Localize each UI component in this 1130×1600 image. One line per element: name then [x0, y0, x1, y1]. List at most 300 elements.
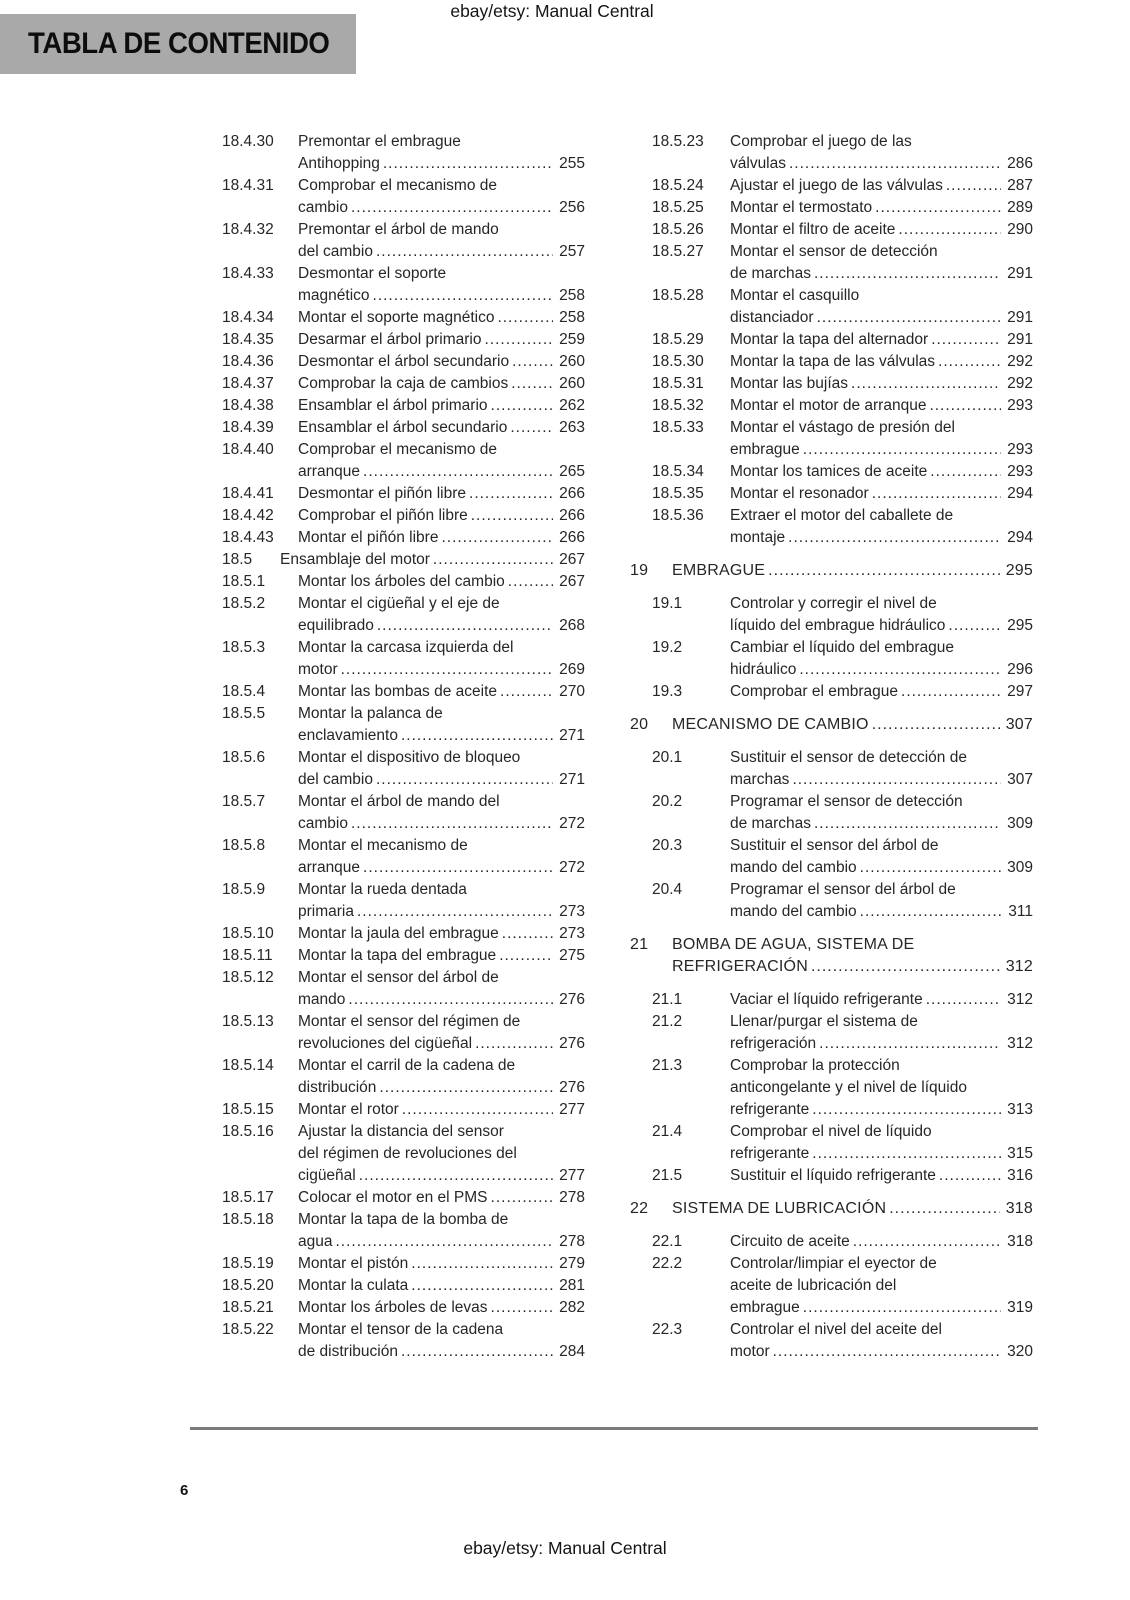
- dot-leader: [475, 1033, 553, 1055]
- entry-title: refrigerante: [730, 1101, 810, 1118]
- toc-entry: [222, 747, 585, 791]
- entry-title: cigüeñal: [298, 1167, 356, 1184]
- entry-title-line: [730, 395, 1033, 417]
- entry-title-line: [298, 1187, 585, 1209]
- entry-title-line: Montar la palanca de: [298, 705, 443, 722]
- dot-leader: [359, 1165, 553, 1187]
- dot-leader: [930, 461, 1001, 483]
- entry-number: 18.5.30: [652, 353, 704, 370]
- entry-page: 277: [559, 1101, 585, 1118]
- entry-number: 18.5.35: [652, 485, 704, 502]
- entry-title: Montar el piñón libre: [298, 529, 439, 546]
- entry-title-line: [298, 857, 585, 879]
- toc-entry: [222, 483, 585, 505]
- entry-body: [730, 241, 1033, 285]
- dot-leader: [889, 1198, 999, 1220]
- entry-number: 18.5.21: [222, 1299, 274, 1316]
- toc-entry: [652, 285, 1033, 329]
- entry-body: [298, 1275, 585, 1297]
- entry-title-line: Montar el tensor de la cadena: [298, 1321, 504, 1338]
- entry-number: 18.5.28: [652, 287, 704, 304]
- entry-title: mando del cambio: [730, 903, 857, 920]
- entry-title: válvulas: [730, 155, 786, 172]
- entry-title-line: del régimen de revoluciones del: [298, 1145, 517, 1162]
- entry-title-line: [298, 1341, 585, 1363]
- entry-title-line: [730, 1099, 1033, 1121]
- entry-page: 289: [1007, 199, 1033, 216]
- toc-entry: [652, 197, 1033, 219]
- dot-leader: [803, 439, 1001, 461]
- entry-title: Colocar el motor en el PMS: [298, 1189, 488, 1206]
- entry-title-line: [672, 560, 1033, 582]
- toc-entry: [652, 505, 1033, 549]
- entry-page: 295: [1007, 617, 1033, 634]
- entry-number: 18.5.10: [222, 925, 274, 942]
- entry-body: [298, 439, 585, 483]
- entry-page: 309: [1007, 815, 1033, 832]
- toc-entry: [652, 1319, 1033, 1363]
- entry-body: [730, 219, 1033, 241]
- entry-number: 18.4.37: [222, 375, 274, 392]
- toc-entry: [222, 307, 585, 329]
- entry-number: 22.1: [652, 1233, 683, 1250]
- dot-leader: [471, 505, 553, 527]
- entry-title: Montar el resonador: [730, 485, 869, 502]
- toc-entry: [630, 1198, 1033, 1220]
- entry-number: 18.5.29: [652, 331, 704, 348]
- entry-body: [298, 1297, 585, 1319]
- entry-title-line: [730, 263, 1033, 285]
- entry-title-line: [730, 439, 1033, 461]
- toc-entry: [222, 703, 585, 747]
- entry-title: de marchas: [730, 265, 811, 282]
- entry-page: 278: [559, 1233, 585, 1250]
- entry-page: 307: [1005, 716, 1033, 733]
- entry-title: Comprobar la caja de cambios: [298, 375, 509, 392]
- entry-body: [298, 703, 585, 747]
- entry-title-line: Comprobar el mecanismo de: [298, 177, 498, 194]
- entry-title-line: [730, 219, 1033, 241]
- entry-page: 313: [1007, 1101, 1033, 1118]
- entry-title-line: Desmontar el soporte: [298, 265, 447, 282]
- toc-entry: [630, 934, 1033, 978]
- entry-page: 260: [559, 375, 585, 392]
- entry-title: Montar la culata: [298, 1277, 409, 1294]
- entry-title: Desmontar el árbol secundario: [298, 353, 510, 370]
- entry-title-line: [298, 725, 585, 747]
- entry-body: [298, 1099, 585, 1121]
- running-footer: ebay/etsy: Manual Central: [463, 1538, 667, 1558]
- dot-leader: [502, 923, 553, 945]
- entry-title-line: Comprobar el nivel de líquido: [730, 1123, 932, 1140]
- entry-title: de marchas: [730, 815, 811, 832]
- entry-page: 291: [1007, 331, 1033, 348]
- entry-title: marchas: [730, 771, 790, 788]
- entry-page: 293: [1007, 397, 1033, 414]
- entry-title: magnético: [298, 287, 370, 304]
- entry-number: 20.3: [652, 837, 683, 854]
- entry-body: [730, 417, 1033, 461]
- entry-title-line: Montar el dispositivo de bloqueo: [298, 749, 521, 766]
- entry-body: [298, 1319, 585, 1363]
- entry-title: refrigerante: [730, 1145, 810, 1162]
- entry-title-line: Comprobar el mecanismo de: [298, 441, 498, 458]
- entry-title-line: [298, 1099, 585, 1121]
- entry-body: [298, 505, 585, 527]
- entry-title-line: [298, 307, 585, 329]
- entry-page: 262: [559, 397, 585, 414]
- entry-number: 22: [630, 1200, 649, 1217]
- entry-number: 18.5.17: [222, 1189, 274, 1206]
- entry-page: 293: [1007, 463, 1033, 480]
- entry-number: 18.4.35: [222, 331, 274, 348]
- toc-column-right: [630, 131, 1033, 1363]
- toc-entry: [222, 1319, 585, 1363]
- dot-leader: [789, 153, 1001, 175]
- entry-number: 18.5.6: [222, 749, 266, 766]
- entry-page: 292: [1007, 353, 1033, 370]
- entry-title-line: Montar el vástago de presión del: [730, 419, 955, 436]
- dot-leader: [812, 1099, 1001, 1121]
- entry-title: embrague: [730, 441, 800, 458]
- entry-title: embrague: [730, 1299, 800, 1316]
- entry-body: [730, 747, 1033, 791]
- dot-leader: [401, 1341, 553, 1363]
- entry-page: 268: [559, 617, 585, 634]
- dot-leader: [860, 857, 1001, 879]
- dot-leader: [926, 989, 1001, 1011]
- dot-leader: [373, 285, 554, 307]
- entry-number: 18.5.23: [652, 133, 704, 150]
- entry-body: [672, 934, 1033, 978]
- dot-leader: [872, 483, 1001, 505]
- entry-body: [730, 1165, 1033, 1187]
- toc-entry: [630, 714, 1033, 736]
- entry-body: [298, 483, 585, 505]
- entry-title: Desmontar el piñón libre: [298, 485, 467, 502]
- entry-title-line: [730, 483, 1033, 505]
- entry-title: Circuito de aceite: [730, 1233, 850, 1250]
- toc-entry: [222, 923, 585, 945]
- entry-number: 18.5.7: [222, 793, 266, 810]
- entry-number: 21.3: [652, 1057, 683, 1074]
- entry-title-line: [298, 923, 585, 945]
- entry-body: [730, 791, 1033, 835]
- dot-leader: [499, 945, 553, 967]
- entry-title-line: [298, 373, 585, 395]
- entry-title: Montar el motor de arranque: [730, 397, 927, 414]
- entry-title-line: [298, 241, 585, 263]
- entry-page: 297: [1007, 683, 1033, 700]
- entry-title-line: Montar la tapa de la bomba de: [298, 1211, 509, 1228]
- dot-leader: [938, 351, 1001, 373]
- entry-number: 18.5: [222, 551, 253, 568]
- entry-title-line: aceite de lubricación del: [730, 1277, 897, 1294]
- toc-entry: [652, 461, 1033, 483]
- entry-number: 18.5.36: [652, 507, 704, 524]
- entry-number: 18.5.12: [222, 969, 274, 986]
- entry-number: 18.4.40: [222, 441, 274, 458]
- entry-title-line: Extraer el motor del caballete de: [730, 507, 954, 524]
- dot-leader: [491, 1297, 554, 1319]
- dot-leader: [508, 571, 553, 593]
- entry-title-line: [298, 681, 585, 703]
- entry-body: [298, 637, 585, 681]
- entry-title: arranque: [298, 463, 361, 480]
- entry-number: 21: [630, 936, 649, 953]
- entry-title-line: [298, 505, 585, 527]
- dot-leader: [500, 681, 553, 703]
- dot-leader: [817, 307, 1002, 329]
- entry-title-line: [730, 769, 1033, 791]
- toc-heading-box: [0, 14, 356, 74]
- page-number: 6: [180, 1482, 189, 1499]
- toc-entry: [222, 1275, 585, 1297]
- entry-title: distanciador: [730, 309, 814, 326]
- entry-body: [730, 329, 1033, 351]
- entry-title-line: [672, 956, 1033, 978]
- toc-entry: [222, 329, 585, 351]
- entry-page: 279: [559, 1255, 585, 1272]
- entry-number: 18.5.14: [222, 1057, 274, 1074]
- entry-title-line: Comprobar el juego de las: [730, 133, 912, 150]
- entry-page: 271: [559, 771, 585, 788]
- entry-body: [730, 351, 1033, 373]
- toc-entry: [652, 131, 1033, 175]
- entry-title: MECANISMO DE CAMBIO: [672, 716, 869, 733]
- entry-title-line: [730, 659, 1033, 681]
- entry-number: 19.1: [652, 595, 683, 612]
- entry-title: Montar la tapa del alternador: [730, 331, 929, 348]
- toc-entry: [222, 1121, 585, 1187]
- dot-leader: [931, 329, 1001, 351]
- entry-title: Montar las bombas de aceite: [298, 683, 498, 700]
- toc-entry: [222, 967, 585, 1011]
- toc-entry: [652, 417, 1033, 461]
- entry-number: 18.5.32: [652, 397, 704, 414]
- entry-title: del cambio: [298, 243, 373, 260]
- entry-number: 19: [630, 562, 649, 579]
- toc-entry: [222, 1011, 585, 1055]
- entry-page: 294: [1007, 529, 1033, 546]
- dot-leader: [901, 681, 1001, 703]
- toc-entry: [652, 1011, 1033, 1055]
- dot-leader: [819, 1033, 1001, 1055]
- toc-entry: [222, 945, 585, 967]
- entry-body: [298, 417, 585, 439]
- entry-title-line: Montar el árbol de mando del: [298, 793, 500, 810]
- entry-title-line: Programar el sensor del árbol de: [730, 881, 956, 898]
- entry-page: 258: [559, 309, 585, 326]
- entry-title-line: [298, 1297, 585, 1319]
- entry-number: 20.2: [652, 793, 683, 810]
- toc-entry: [652, 637, 1033, 681]
- entry-title: equilibrado: [298, 617, 374, 634]
- dot-leader: [872, 714, 1000, 736]
- entry-title: Montar el filtro de aceite: [730, 221, 896, 238]
- toc-entry: [652, 1121, 1033, 1165]
- dot-leader: [441, 527, 553, 549]
- entry-number: 18.5.27: [652, 243, 704, 260]
- entry-number: 18.4.32: [222, 221, 274, 238]
- entry-body: [298, 1187, 585, 1209]
- entry-title: Ensamblar el árbol secundario: [298, 419, 508, 436]
- entry-title-line: [298, 285, 585, 307]
- entry-title-line: [298, 483, 585, 505]
- entry-page: 296: [1007, 661, 1033, 678]
- entry-page: 270: [559, 683, 585, 700]
- dot-leader: [898, 219, 1001, 241]
- entry-title-line: Ajustar la distancia del sensor: [298, 1123, 504, 1140]
- entry-number: 21.1: [652, 991, 683, 1008]
- entry-body: [730, 483, 1033, 505]
- toc-entry: [652, 1165, 1033, 1187]
- entry-title-line: [280, 549, 585, 571]
- toc-entry: [652, 835, 1033, 879]
- entry-body: [298, 593, 585, 637]
- entry-title-line: [730, 197, 1033, 219]
- dot-leader: [484, 329, 553, 351]
- entry-number: 18.5.18: [222, 1211, 274, 1228]
- entry-title-line: [730, 1033, 1033, 1055]
- entry-title-line: [298, 417, 585, 439]
- entry-title-line: [298, 1275, 585, 1297]
- entry-number: 22.3: [652, 1321, 683, 1338]
- dot-leader: [803, 1297, 1001, 1319]
- dot-leader: [348, 989, 553, 1011]
- toc-entry: [652, 1231, 1033, 1253]
- entry-number: 18.5.16: [222, 1123, 274, 1140]
- entry-body: [298, 835, 585, 879]
- entry-page: 312: [1005, 958, 1033, 975]
- entry-page: 307: [1007, 771, 1033, 788]
- entry-body: [730, 505, 1033, 549]
- toc-entry: [222, 131, 585, 175]
- entry-page: 287: [1007, 177, 1033, 194]
- entry-title: del cambio: [298, 771, 373, 788]
- entry-title: Montar el termostato: [730, 199, 873, 216]
- entry-title-line: [298, 351, 585, 373]
- entry-body: [730, 1319, 1033, 1363]
- toc-entry: [222, 439, 585, 483]
- entry-title: mando: [298, 991, 346, 1008]
- entry-body: [298, 1209, 585, 1253]
- entry-title-line: [298, 461, 585, 483]
- entry-page: 294: [1007, 485, 1033, 502]
- entry-body: [730, 1253, 1033, 1319]
- entry-title-line: [730, 813, 1033, 835]
- entry-body: [298, 791, 585, 835]
- entry-title: Montar el pistón: [298, 1255, 409, 1272]
- entry-title: Montar la tapa de las válvulas: [730, 353, 936, 370]
- entry-title-line: [730, 615, 1033, 637]
- entry-title-line: Sustituir el sensor de detección de: [730, 749, 967, 766]
- dot-leader: [357, 901, 553, 923]
- toc-entry: [222, 175, 585, 219]
- toc-entry: [652, 175, 1033, 197]
- entry-number: 19.3: [652, 683, 683, 700]
- entry-title-line: Montar el cigüeñal y el eje de: [298, 595, 500, 612]
- dot-leader: [773, 1341, 1002, 1363]
- entry-title: de distribución: [298, 1343, 398, 1360]
- entry-body: [298, 307, 585, 329]
- entry-body: [672, 1198, 1033, 1220]
- entry-title-line: [298, 571, 585, 593]
- toc-entry: [652, 483, 1033, 505]
- entry-body: [298, 373, 585, 395]
- entry-page: 267: [559, 551, 585, 568]
- entry-body: [298, 923, 585, 945]
- entry-page: 309: [1007, 859, 1033, 876]
- dot-leader: [363, 857, 553, 879]
- entry-page: 273: [559, 925, 585, 942]
- entry-title: refrigeración: [730, 1035, 817, 1052]
- entry-body: [730, 879, 1033, 923]
- entry-title-line: Controlar/limpiar el eyector de: [730, 1255, 937, 1272]
- entry-title-line: [298, 329, 585, 351]
- toc-entry: [652, 351, 1033, 373]
- entry-title: Vaciar el líquido refrigerante: [730, 991, 923, 1008]
- entry-title-line: Comprobar la protección: [730, 1057, 900, 1074]
- dot-leader: [351, 813, 553, 835]
- entry-title-line: [298, 1165, 585, 1187]
- entry-title: Montar los tamices de aceite: [730, 463, 928, 480]
- entry-page: 276: [559, 1079, 585, 1096]
- entry-page: 275: [559, 947, 585, 964]
- entry-title-line: [298, 527, 585, 549]
- entry-page: 258: [559, 287, 585, 304]
- entry-number: 18.4.42: [222, 507, 274, 524]
- entry-title: arranque: [298, 859, 361, 876]
- entry-number: 19.2: [652, 639, 683, 656]
- dot-leader: [946, 175, 1001, 197]
- toc-entry: [222, 395, 585, 417]
- dot-leader: [433, 549, 553, 571]
- entry-title-line: [672, 1198, 1033, 1220]
- entry-body: [298, 329, 585, 351]
- entry-page: 263: [559, 419, 585, 436]
- entry-title-line: Montar la rueda dentada: [298, 881, 467, 898]
- entry-number: 18.5.11: [222, 947, 273, 964]
- entry-body: [298, 131, 585, 175]
- entry-title-line: Montar el mecanismo de: [298, 837, 468, 854]
- entry-body: [298, 395, 585, 417]
- entry-page: 311: [1008, 903, 1033, 920]
- entry-body: [730, 1231, 1033, 1253]
- entry-title-line: [298, 901, 585, 923]
- entry-title-line: [298, 769, 585, 791]
- toc-entry: [222, 263, 585, 307]
- entry-page: 272: [559, 815, 585, 832]
- entry-title-line: [672, 714, 1033, 736]
- entry-page: 256: [559, 199, 585, 216]
- entry-body: [730, 461, 1033, 483]
- entry-page: 292: [1007, 375, 1033, 392]
- toc-entry: [222, 835, 585, 879]
- entry-number: 20: [630, 716, 649, 733]
- entry-number: 18.5.8: [222, 837, 266, 854]
- toc-entry: [222, 1187, 585, 1209]
- toc-heading: TABLA DE CONTENIDO: [28, 27, 330, 60]
- entry-number: 21.2: [652, 1013, 683, 1030]
- entry-title-line: Cambiar el líquido del embrague: [730, 639, 955, 656]
- entry-title-line: [298, 945, 585, 967]
- dot-leader: [491, 1187, 554, 1209]
- entry-title: mando del cambio: [730, 859, 857, 876]
- entry-title-line: [298, 1231, 585, 1253]
- entry-title-line: Montar el carril de la cadena de: [298, 1057, 516, 1074]
- toc-entry: [222, 593, 585, 637]
